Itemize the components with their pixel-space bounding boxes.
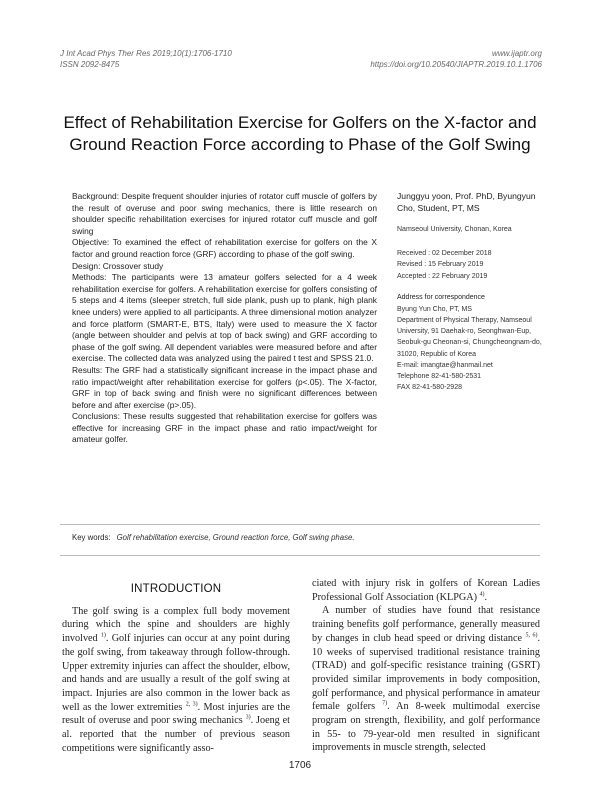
correspondence-address: Department of Physical Therapy, Namseoul University, 91 Daehak-ro, Seonghwan-Eup, Seobuk-gu Cheonan-si, Chungcheongnam-do, 31020, Republic of Korea [397, 317, 542, 358]
abstract-objective: Objective: To examined the effect of rehabilitation exercise for golfers on the X factor and ground reaction force (GRF) according to phase of the golf swing. [72, 237, 377, 259]
citation-ref: 5, 6) [525, 632, 538, 639]
keywords-text: Golf rehabilitation exercise, Ground reaction force, Golf swing phase. [116, 533, 355, 542]
intro-paragraph-2: A number of studies have found that resistance training benefits golf performance, generally measured by changes in club head speed or driving distance $^{5, 6)}$. 10 weeks of supervised traditional resistance training (TRAD) and golf-specific resistance training (GSRT) provided similar improvements in body composition, golf performance, and physical performance in amateur female golfers $^{7)}$. An 8-week multimodal exercise program on strength, flexibility, and golf performance in 55- to 79-year-old men resulted in significant improvements in muscle strength, selected [312, 605, 540, 754]
correspondence-email[interactable]: E-mail: imangtae@hanmail.net [397, 361, 493, 369]
author-names: Junggyu yoon, Prof. PhD, Byungyun Cho, Student, PT, MS [397, 191, 536, 213]
correspondence-heading: Address for correspondence [397, 294, 485, 302]
intro-paragraph-1-continued: ciated with injury risk in golfers of Korean Ladies Professional Golf Association (KLPGA) $^{4)}$. [312, 578, 540, 603]
issn: ISSN 2092-8475 [60, 60, 120, 69]
body-column-left [62, 577, 290, 755]
author-info [397, 191, 547, 394]
accepted-date: Accepted : 22 February 2019 [397, 272, 488, 280]
doi-link[interactable]: https://doi.org/10.20540/JIAPTR.2019.10.1.1706 [370, 60, 542, 69]
abstract-conclusions: Conclusions: These results suggested that rehabilitation exercise for golfers was effective for increasing GRF in the impact phase and ratio impact/weight for amateur golfer. [72, 411, 377, 445]
citation-ref: 1) [100, 632, 106, 639]
citation-ref: 2, 3) [185, 701, 198, 708]
paper-title: Effect of Rehabilitation Exercise for Golfers on the X-factor and Ground Reaction Force according to Phase of the Golf Swing [63, 113, 537, 154]
body-column-right [312, 577, 540, 755]
author-affiliation: Namseoul University, Chonan, Korea [397, 226, 512, 234]
keywords-label: Key words: [72, 533, 111, 542]
abstract-methods: Methods: The participants were 13 amateur golfers selected for a 4 week rehabilitation exercise for golfers. A rehabilitation exercise for golfers consisting of 5 steps and 4 items (sleeper stretch, full side plank, push up to plank, high plank knee unders) were applied to all participants. A three dimensional motion analyzer and force platform (SMART-E, BTS, Italy) were used to measure the X factor (angle between shoulder and pelvis at top of back swing) and GRF according to phase of the golf swing. All dependent variables were measured before and after exercise. The collected data was analyzed using the paired t test and SPSS 21.0. [72, 272, 377, 364]
correspondence-telephone: Telephone 82-41-580-2531 [397, 373, 482, 381]
journal-citation: J Int Acad Phys Ther Res 2019;10(1):1706-1710 [60, 49, 232, 58]
section-heading-introduction: INTRODUCTION [130, 583, 222, 595]
citation-ref: 7) [382, 700, 388, 707]
keywords [72, 533, 542, 542]
journal-website-link[interactable]: www.ijaptr.org [492, 49, 542, 58]
abstract-design: Design: Crossover study [72, 260, 164, 271]
abstract-background: Background: Despite frequent shoulder injuries of rotator cuff muscle of golfers by the result of overuse and poor swing mechanics, there is little research on shoulder specific rehabilitation exercises for injured rotator cuff muscle and golf swing [72, 191, 377, 236]
citation-ref: 4) [479, 591, 485, 598]
intro-paragraph-1: The golf swing is a complex full body movement during which the spine and shoulders are highly involved $^{1)}$. Golf injuries can occur at any point during the golf swing, from takeaway through follow-through. Upper extremity injuries can affect the shoulder, elbow, and hands and are usually a result of the golf swing at impact. Injuries are also common in the lower back as well as the lower extremities $^{2, 3)}$. Most injuries are the result of overuse and poor swing mechanics $^{3)}$. Joeng et al. reported that the number of previous season competitions were significantly asso- [62, 605, 291, 754]
page-number: 1706 [288, 760, 312, 771]
received-date: Received : 02 December 2018 [397, 249, 492, 257]
journal-header [60, 48, 232, 70]
correspondence-fax: FAX 82-41-580-2928 [397, 384, 462, 392]
abstract [72, 191, 377, 446]
revised-date: Revised : 15 February 2019 [397, 261, 484, 269]
abstract-results: Results: The GRF had a statistically significant increase in the impact phase and ratio impact/weight after rehabilitation exercise for golfers (p<.05). The X-factor, GRF in top of back swing and finish were no significant differences between before and after exercise (p>.05). [72, 364, 377, 410]
divider-bottom [60, 555, 540, 556]
divider-top [60, 524, 540, 525]
correspondence-name: Byung Yun Cho, PT, MS [397, 305, 472, 313]
journal-links [370, 48, 542, 70]
citation-ref: 3) [245, 714, 251, 721]
article-dates [397, 248, 547, 283]
